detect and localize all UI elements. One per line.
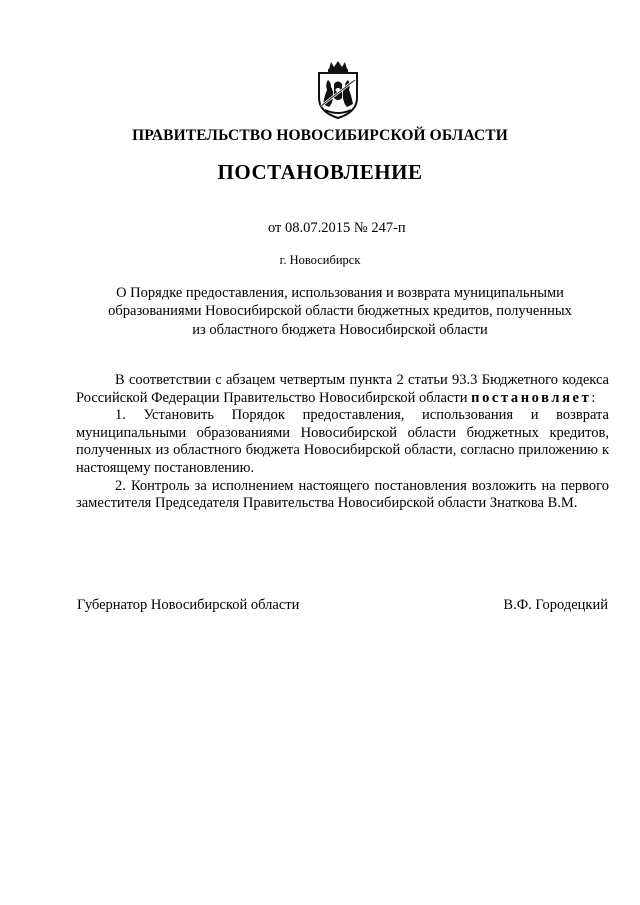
- signatory-position: Губернатор Новосибирской области: [77, 597, 300, 613]
- subject-line: из областного бюджета Новосибирской области: [192, 321, 488, 338]
- document-type-heading: ПОСТАНОВЛЕНИЕ: [217, 160, 423, 184]
- subject-line: О Порядке предоставления, использования и возврата муниципальными: [116, 285, 564, 301]
- resolves-word: постановляет: [471, 389, 592, 406]
- document-body: [76, 372, 609, 513]
- preamble-text: В соответствии с абзацем четвертым пункта 2 статьи 93.3 Бюджетного кодекса Российской Федерации Правительство Новосибирской области: [76, 372, 609, 406]
- subject-line: образованиями Новосибирской области бюджетных кредитов, полученных: [108, 303, 572, 320]
- preamble-paragraph: [76, 372, 609, 407]
- resolves-suffix: :: [591, 389, 596, 406]
- government-title: ПРАВИТЕЛЬСТВО НОВОСИБИРСКОЙ ОБЛАСТИ: [132, 127, 508, 144]
- document-date-number: от 08.07.2015 № 247-п: [268, 220, 406, 236]
- signatory-name: В.Ф. Городецкий: [503, 597, 608, 613]
- document-subject: [80, 284, 600, 339]
- document-city: г. Новосибирск: [279, 253, 361, 267]
- item-2-paragraph: 2. Контроль за исполнением настоящего постановления возложить на первого заместителя Председателя Правительства Новосибирской области Знаткова В.М.: [76, 477, 609, 512]
- coat-of-arms-icon: [313, 60, 363, 120]
- item-1-paragraph: 1. Установить Порядок предоставления, использования и возврата муниципальными образованиями Новосибирской области бюджетных кредитов, полученных из областного бюджета Новосибирской области, согласно приложению к настоящему постановлению.: [76, 407, 609, 476]
